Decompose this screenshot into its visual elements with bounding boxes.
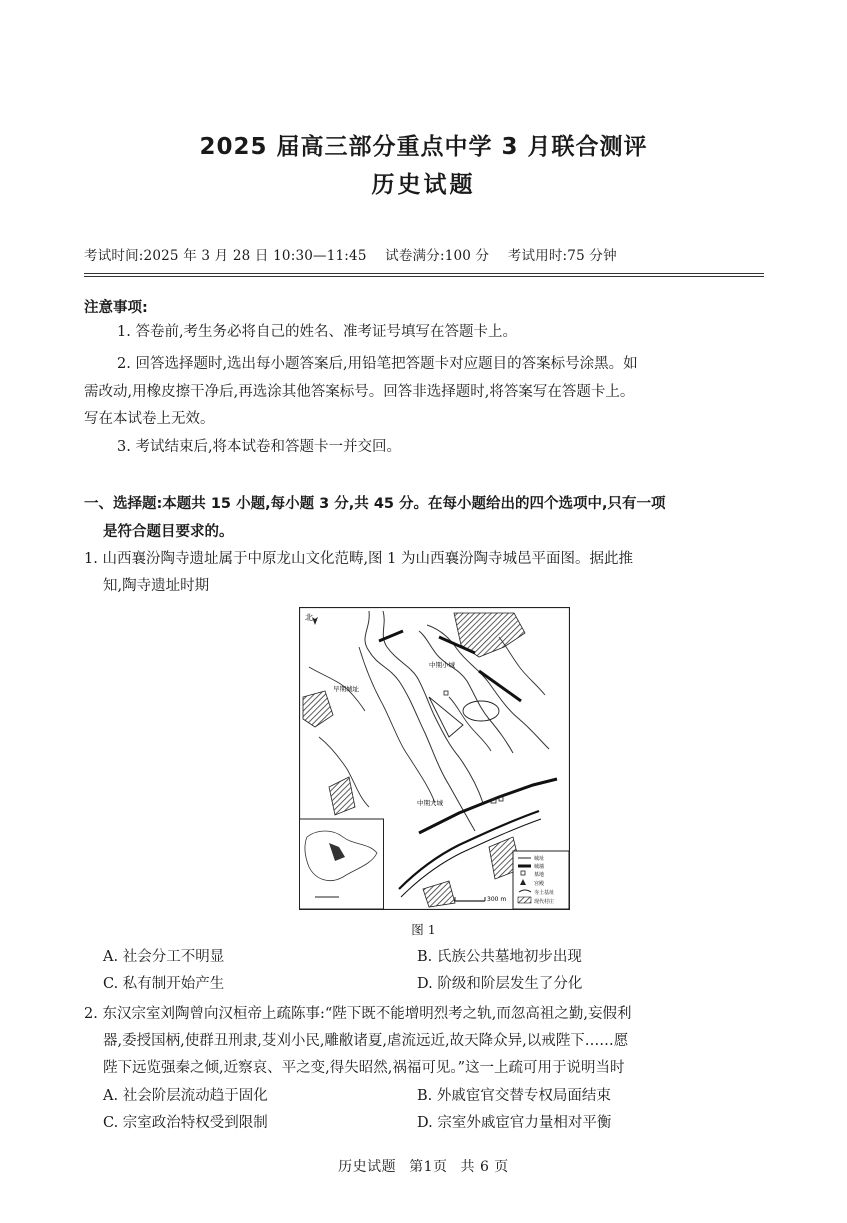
full-score: 试卷满分:100 分 — [385, 248, 490, 264]
exam-time: 考试时间:2025 年 3 月 28 日 10:30—11:45 — [84, 248, 367, 264]
figure-caption: 图 1 — [411, 922, 436, 937]
divider — [84, 273, 764, 274]
legend-cemetery: 墓地 — [534, 872, 545, 878]
footer-subject: 历史试题 — [338, 1159, 397, 1175]
legend-palace: 宫殿 — [534, 881, 545, 887]
question-2-stem-cont: 器,委授国柄,使群丑刑隶,芟刈小民,雕敝诸夏,虐流远近,故天降众异,以戒陛下……愿 — [103, 1033, 629, 1049]
divider — [84, 276, 764, 277]
q2-option-a: A. 社会阶层流动趋于固化 — [103, 1088, 268, 1104]
q2-option-b: B. 外戚宦官交替专权局面结束 — [417, 1088, 611, 1104]
site-label-early-city: 早期城址 — [333, 685, 359, 693]
section-heading-cont: 是符合题目要求的。 — [103, 524, 234, 540]
footer-total-pages: 共 6 页 — [460, 1159, 509, 1175]
exam-duration: 考试用时:75 分钟 — [507, 248, 617, 264]
notice-item-1: 1. 答卷前,考生务必将自己的姓名、准考证号填写在答题卡上。 — [117, 324, 518, 340]
legend-city: 城址 — [534, 856, 545, 862]
notice-item-2-cont: 需改动,用橡皮擦干净后,再选涂其他答案标号。回答非选择题时,将答案写在答题卡上。 — [84, 384, 635, 400]
subject-title: 历史试题 — [371, 172, 476, 198]
legend-village: 现代村庄 — [534, 899, 555, 905]
q1-option-b: B. 氏族公共墓地初步出现 — [417, 949, 582, 965]
footer-page-number: 第1页 — [409, 1159, 448, 1175]
scale-label: 300 m — [487, 896, 507, 903]
exam-info — [84, 244, 631, 264]
north-label: 北 — [305, 613, 313, 622]
notice-heading: 注意事项: — [84, 300, 148, 316]
q1-option-d: D. 阶级和阶层发生了分化 — [417, 976, 583, 992]
question-2-stem: 2. 东汉宗室刘陶曾向汉桓帝上疏陈事:“陛下既不能增明烈考之轨,而忽高祖之勤,妄假利 — [84, 1006, 632, 1022]
page-footer — [0, 1156, 847, 1176]
q2-option-c: C. 宗室政治特权受到限制 — [103, 1115, 268, 1131]
q1-option-c: C. 私有制开始产生 — [103, 976, 225, 992]
site-label-small-city: 中期小城 — [429, 661, 455, 669]
taosi-site-map — [299, 607, 570, 910]
notice-item-2-cont: 写在本试卷上无效。 — [84, 411, 215, 427]
exam-title: 2025 届高三部分重点中学 3 月联合测评 — [199, 134, 648, 160]
question-1-stem-cont: 知,陶寺遗址时期 — [103, 578, 210, 594]
q2-option-d: D. 宗室外戚宦官力量相对平衡 — [417, 1115, 612, 1131]
legend-wall: 城墙 — [534, 864, 545, 870]
question-2-stem-cont: 陛下远览强秦之倾,近察哀、平之变,得失昭然,祸福可见。”这一上疏可用于说明当时 — [103, 1060, 625, 1076]
notice-item-2: 2. 回答选择题时,选出每小题答案后,用铅笔把答题卡对应题目的答案标号涂黑。如 — [117, 356, 638, 372]
q1-option-a: A. 社会分工不明显 — [103, 949, 225, 965]
section-heading: 一、选择题:本题共 15 小题,每小题 3 分,共 45 分。在每小题给出的四个选项中,只有一项 — [84, 496, 666, 512]
notice-item-3: 3. 考试结束后,将本试卷和答题卡一并交回。 — [117, 439, 402, 455]
site-label-large-city: 中期大城 — [417, 799, 443, 807]
legend-rammed-earth: 夯土基址 — [534, 890, 555, 896]
question-1-stem: 1. 山西襄汾陶寺遗址属于中原龙山文化范畴,图 1 为山西襄汾陶寺城邑平面图。据此推 — [84, 551, 633, 567]
